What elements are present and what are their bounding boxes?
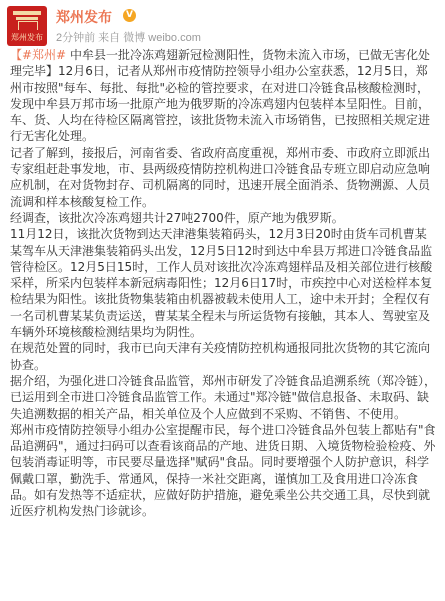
avatar-logo-text: 郑州发布: [11, 33, 43, 42]
topic-hashtag[interactable]: 【#郑州#: [10, 48, 67, 62]
post-text: [10, 47, 438, 520]
post-body: 中牟县一批冷冻鸡翅新冠检测阳性，货物未流入市场，已做无害化处理完毕】12月6日，记者从郑州市疫情防控领导小组办公室获悉，12月5日，郑州市按照"每车、每批、每批"必检的管控要求，在对进口冷链食品核酸检测时，发现中牟县万邦市场一批原产地为俄罗斯的冷冻鸡翅内包装样本呈阳性。目前，车、货、人均在待检区隔离管控，该批货物未流入市场销售，已按照相关规定进行无害化处理。 记者了解到，接报后，河南省委、省政府高度重视，郑州市委、市政府立即派出专家组赶赴事发地，市、县两级疫情防控机构进口冷链食品专班立即启动应急响应机制，在对货物封存、司机隔离的同时，迅速开展全面消杀、货物溯源、人员流调和样本核酸复检工作。 经调查，该批次冷冻鸡翅共计27吨2700件，原产地为俄罗斯。 11月12日，该批次货物到达天津港集装箱码头，12月3日20时由货车司机曹某某驾车从天津港集装箱码头出发，12月5日12时到达中牟县万邦进口冷链食品监管待检区。12月5日15时，工作人员对该批次冷冻鸡翅样品及相关部位进行核酸采样，所采内包装样本新冠病毒阳性；12月6日17时，市疾控中心对送检样本复检结果为阳性。该批货物集装箱由机器被载未使用人工，途中未开封；全程仅有一名司机曹某某负责运送，曹某某全程未与所运货物有接触，其本人、驾驶室及车辆外环境核酸检测结果均为阴性。 在规范处置的同时，我市已向天津有关疫情防控机构通报同批次货物的其它流向协查。 据介绍，为强化进口冷链食品监管，郑州市研发了冷链食品追溯系统（郑冷链），已运用到全市进口冷链食品监管工作。未通过"郑冷链"做信息报备、未取码、缺失追溯数据的相关产品，相关单位及个人应做到不采购、不销售、不使用。 郑州市疫情防控领导小组办公室提醒市民，每个进口冷链食品外包装上都贴有"食品追溯码"，通过扫码可以查看该商品的产地、进货日期、入境货物检验检疫、外包装消毒证明等，市民要尽量选择"赋码"食品。同时要增强个人防护意识，科学佩戴口罩，勤洗手、常通风，保持一米社交距离，谨慎加工及食用进口冷冻食品。如有发热等不适症状，应做好防护措施，避免乘坐公共交通工具，尽快到就近医疗机构发热门诊就诊。: [10, 48, 437, 519]
verified-badge-icon: V: [123, 9, 136, 22]
post-meta: 2分钟前 来自 微博 weibo.com: [56, 32, 201, 44]
avatar[interactable]: [7, 6, 47, 46]
post-header: [0, 0, 445, 48]
city-gate-logo-icon: [13, 11, 41, 29]
account-name[interactable]: 郑州发布: [56, 9, 112, 25]
